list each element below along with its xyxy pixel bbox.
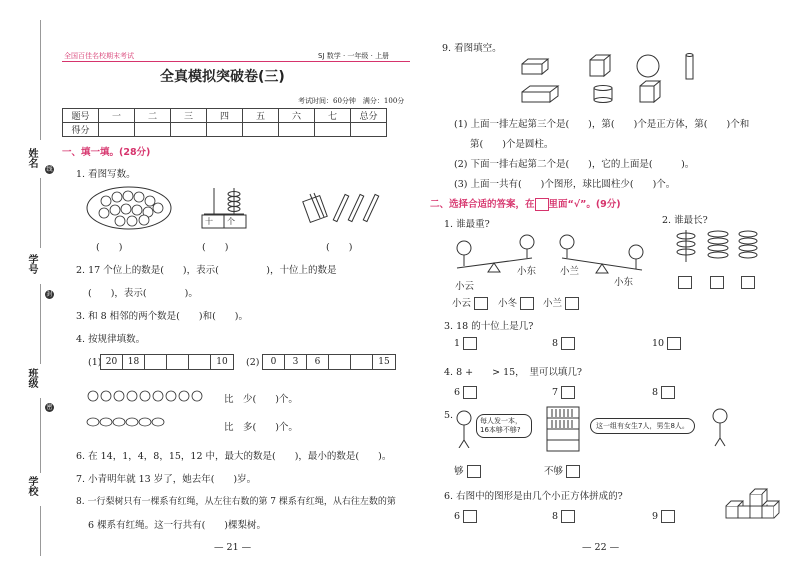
child-icon <box>560 235 574 249</box>
seesaw-figure <box>452 228 652 278</box>
question-r3: 3. 18 的十位上是几? <box>444 321 534 332</box>
page-title: 全真模拟突破卷(三) <box>160 69 285 85</box>
seal-dot: 密 <box>46 404 53 411</box>
question-9: 9. 看图填空。 <box>442 43 502 54</box>
score-table <box>62 108 387 137</box>
question-2: 2. 17 个位上的数是( )，表示( )，十位上的数是 <box>76 265 337 276</box>
option-label: 6 <box>454 387 461 398</box>
banner-text: 全国百佳名校期末考试 <box>64 52 134 60</box>
score-input[interactable] <box>99 123 135 137</box>
apples-icon <box>99 191 163 226</box>
abacus-tens-label: 十 <box>205 217 213 226</box>
option-label: 6 <box>454 511 461 522</box>
question-r4: 4. 8 + > 15， 里可以填几? <box>444 367 583 378</box>
question-r2: 2. 谁最长? <box>662 215 708 226</box>
question-7: 7. 小青明年就 13 岁了，她去年( )岁。 <box>76 474 257 485</box>
option-label: 小冬 <box>498 298 518 309</box>
question-8: 8. 一行梨树只有一棵系有红绳，从左往右数的第 7 棵系有红绳，从右往左数的第 <box>76 497 396 507</box>
seq-input[interactable] <box>329 355 351 369</box>
q9-part-1: (1) 上面一排左起第三个是( )，第( )个是正方体，第( )个和 <box>454 119 750 130</box>
child-icon <box>520 235 534 249</box>
compare-line-1: 比 少( )个。 <box>224 394 298 405</box>
seq2-label: (2) <box>246 357 260 368</box>
sticks-icon <box>303 193 379 222</box>
score-cell: 六 <box>279 109 315 123</box>
q9-part-3: (3) 上面一共有( )个图形，球比圆柱少( )个。 <box>454 179 676 190</box>
option-label: 不够 <box>544 466 564 477</box>
answer-checkbox[interactable] <box>661 510 675 523</box>
peach-row-icon <box>87 418 164 426</box>
cube-stack-figure <box>724 486 780 522</box>
name-label: 姓名 <box>26 148 37 168</box>
question-6: 6. 在 14，1，4，8，15，12 中，最大的数是( )，最小的数是( )。 <box>76 451 392 462</box>
checkbox-icon <box>535 198 549 211</box>
seq1-label: (1) <box>88 357 102 368</box>
answer-blank[interactable]: ( ) <box>326 242 353 253</box>
answer-checkbox[interactable] <box>561 510 575 523</box>
score-input[interactable] <box>279 123 315 137</box>
option-label: 小兰 <box>543 298 563 309</box>
answer-checkbox[interactable] <box>463 386 477 399</box>
cylinder-icon <box>686 55 693 79</box>
option-label: 7 <box>552 387 559 398</box>
seq-input[interactable] <box>189 355 211 369</box>
option-label: 8 <box>652 387 659 398</box>
seq-input[interactable] <box>351 355 373 369</box>
answer-checkbox[interactable] <box>661 386 675 399</box>
option-label: 够 <box>454 466 464 477</box>
class-label: 班级 <box>26 368 37 388</box>
score-input[interactable] <box>243 123 279 137</box>
question-8-cont: 6 棵系有红绳。这一行共有( )棵梨树。 <box>88 520 266 531</box>
seq-cell: 18 <box>123 355 145 369</box>
child-icon <box>629 245 643 259</box>
question-2-cont: ( )，表示( )。 <box>88 288 198 299</box>
answer-checkbox[interactable] <box>463 337 477 350</box>
seesaw-label: 小云 <box>455 281 475 292</box>
sphere-icon <box>637 55 659 77</box>
section-2-heading: 二、选择合适的答案，在 里面“√”。(9分) <box>430 199 621 210</box>
answer-checkbox[interactable] <box>561 386 575 399</box>
score-input[interactable] <box>315 123 351 137</box>
score-cell: 三 <box>171 109 207 123</box>
seal-dot: 封 <box>46 291 53 298</box>
seesaw-label: 小东 <box>614 277 634 288</box>
answer-blank[interactable]: ( ) <box>202 242 229 253</box>
section-heading: 一、填一填。(28分) <box>62 147 151 158</box>
q9-part-2: (2) 下面一排右起第二个是( )，它的上面是( )。 <box>454 159 695 170</box>
answer-checkbox[interactable] <box>667 337 681 350</box>
school-label: 学校 <box>26 476 37 496</box>
answer-checkbox[interactable] <box>474 297 488 310</box>
score-input[interactable] <box>135 123 171 137</box>
question-r1: 1. 谁最重? <box>444 219 490 230</box>
seq-cell: 3 <box>285 355 307 369</box>
seq-cell: 10 <box>216 357 228 367</box>
page-number: — 22 — <box>582 542 620 553</box>
seq-cell: 15 <box>378 357 390 367</box>
answer-checkbox[interactable] <box>463 510 477 523</box>
child-icon <box>457 241 471 255</box>
springs-figure <box>674 226 774 266</box>
score-cell: 二 <box>135 109 171 123</box>
apple-row-icon <box>88 391 202 401</box>
score-cell: 五 <box>243 109 279 123</box>
compare-line-2: 比 多( )个。 <box>224 422 298 433</box>
answer-checkbox[interactable] <box>741 276 755 289</box>
score-cell: 一 <box>99 109 135 123</box>
q1-figures <box>84 184 384 236</box>
seesaw-label: 小兰 <box>560 266 580 277</box>
student-icon <box>706 406 734 448</box>
score-cell: 题号 <box>63 109 99 123</box>
answer-checkbox[interactable] <box>467 465 481 478</box>
score-cell: 四 <box>207 109 243 123</box>
question-r6: 6. 右图中的图形是由几个小正方体拼成的? <box>444 491 623 502</box>
fruit-rows <box>86 384 206 434</box>
seq-cell: 0 <box>263 355 285 369</box>
seq-input[interactable] <box>145 355 167 369</box>
answer-checkbox[interactable] <box>561 337 575 350</box>
option-label: 8 <box>552 511 559 522</box>
student-id-label: 学号 <box>26 254 37 274</box>
question-4: 4. 按规律填数。 <box>76 334 146 345</box>
q9-part-1-cont: 第( )个是圆柱。 <box>470 139 554 150</box>
answer-checkbox[interactable] <box>710 276 724 289</box>
score-input[interactable] <box>207 123 243 137</box>
solid-shapes <box>520 52 710 107</box>
option-label: 小云 <box>452 298 472 309</box>
score-cell: 总分 <box>351 109 387 123</box>
seesaw-label: 小东 <box>517 266 537 277</box>
bookshelf-icon <box>546 406 580 452</box>
answer-checkbox[interactable] <box>678 276 692 289</box>
answer-checkbox[interactable] <box>565 297 579 310</box>
page-number: — 21 — <box>214 542 252 553</box>
question-1: 1. 看图写数。 <box>76 169 136 180</box>
question-r5: 5. <box>444 410 454 421</box>
score-input[interactable] <box>171 123 207 137</box>
seq-cell: 6 <box>307 355 329 369</box>
seq-input[interactable] <box>167 355 189 369</box>
sequence-2 <box>262 354 396 370</box>
answer-checkbox[interactable] <box>520 297 534 310</box>
seal-dot: 线 <box>46 166 53 173</box>
speech-bubble: 每人发一本，16本够不够? <box>476 414 532 438</box>
option-label: 8 <box>552 338 559 349</box>
question-3: 3. 和 8 相邻的两个数是( )和( )。 <box>76 311 248 322</box>
answer-checkbox[interactable] <box>566 465 580 478</box>
answer-blank[interactable]: ( ) <box>96 242 123 253</box>
score-cell: 七 <box>315 109 351 123</box>
binding-sidebar <box>0 0 58 566</box>
sequence-1 <box>100 354 234 370</box>
score-cell: 得分 <box>63 123 99 137</box>
option-label: 10 <box>652 338 665 349</box>
score-input[interactable] <box>351 123 387 137</box>
exam-info: 考试时间：60分钟 满分：100分 <box>298 97 405 105</box>
option-label: 9 <box>652 511 659 522</box>
speech-bubble: 这一组有女生7人，男生8人。 <box>590 418 695 434</box>
seq-cell: 20 <box>101 355 123 369</box>
option-label: 1 <box>454 338 461 349</box>
abacus-ones-label: 个 <box>227 217 235 226</box>
subject-text: SJ 数学 · 一年级 · 上册 <box>318 52 390 60</box>
